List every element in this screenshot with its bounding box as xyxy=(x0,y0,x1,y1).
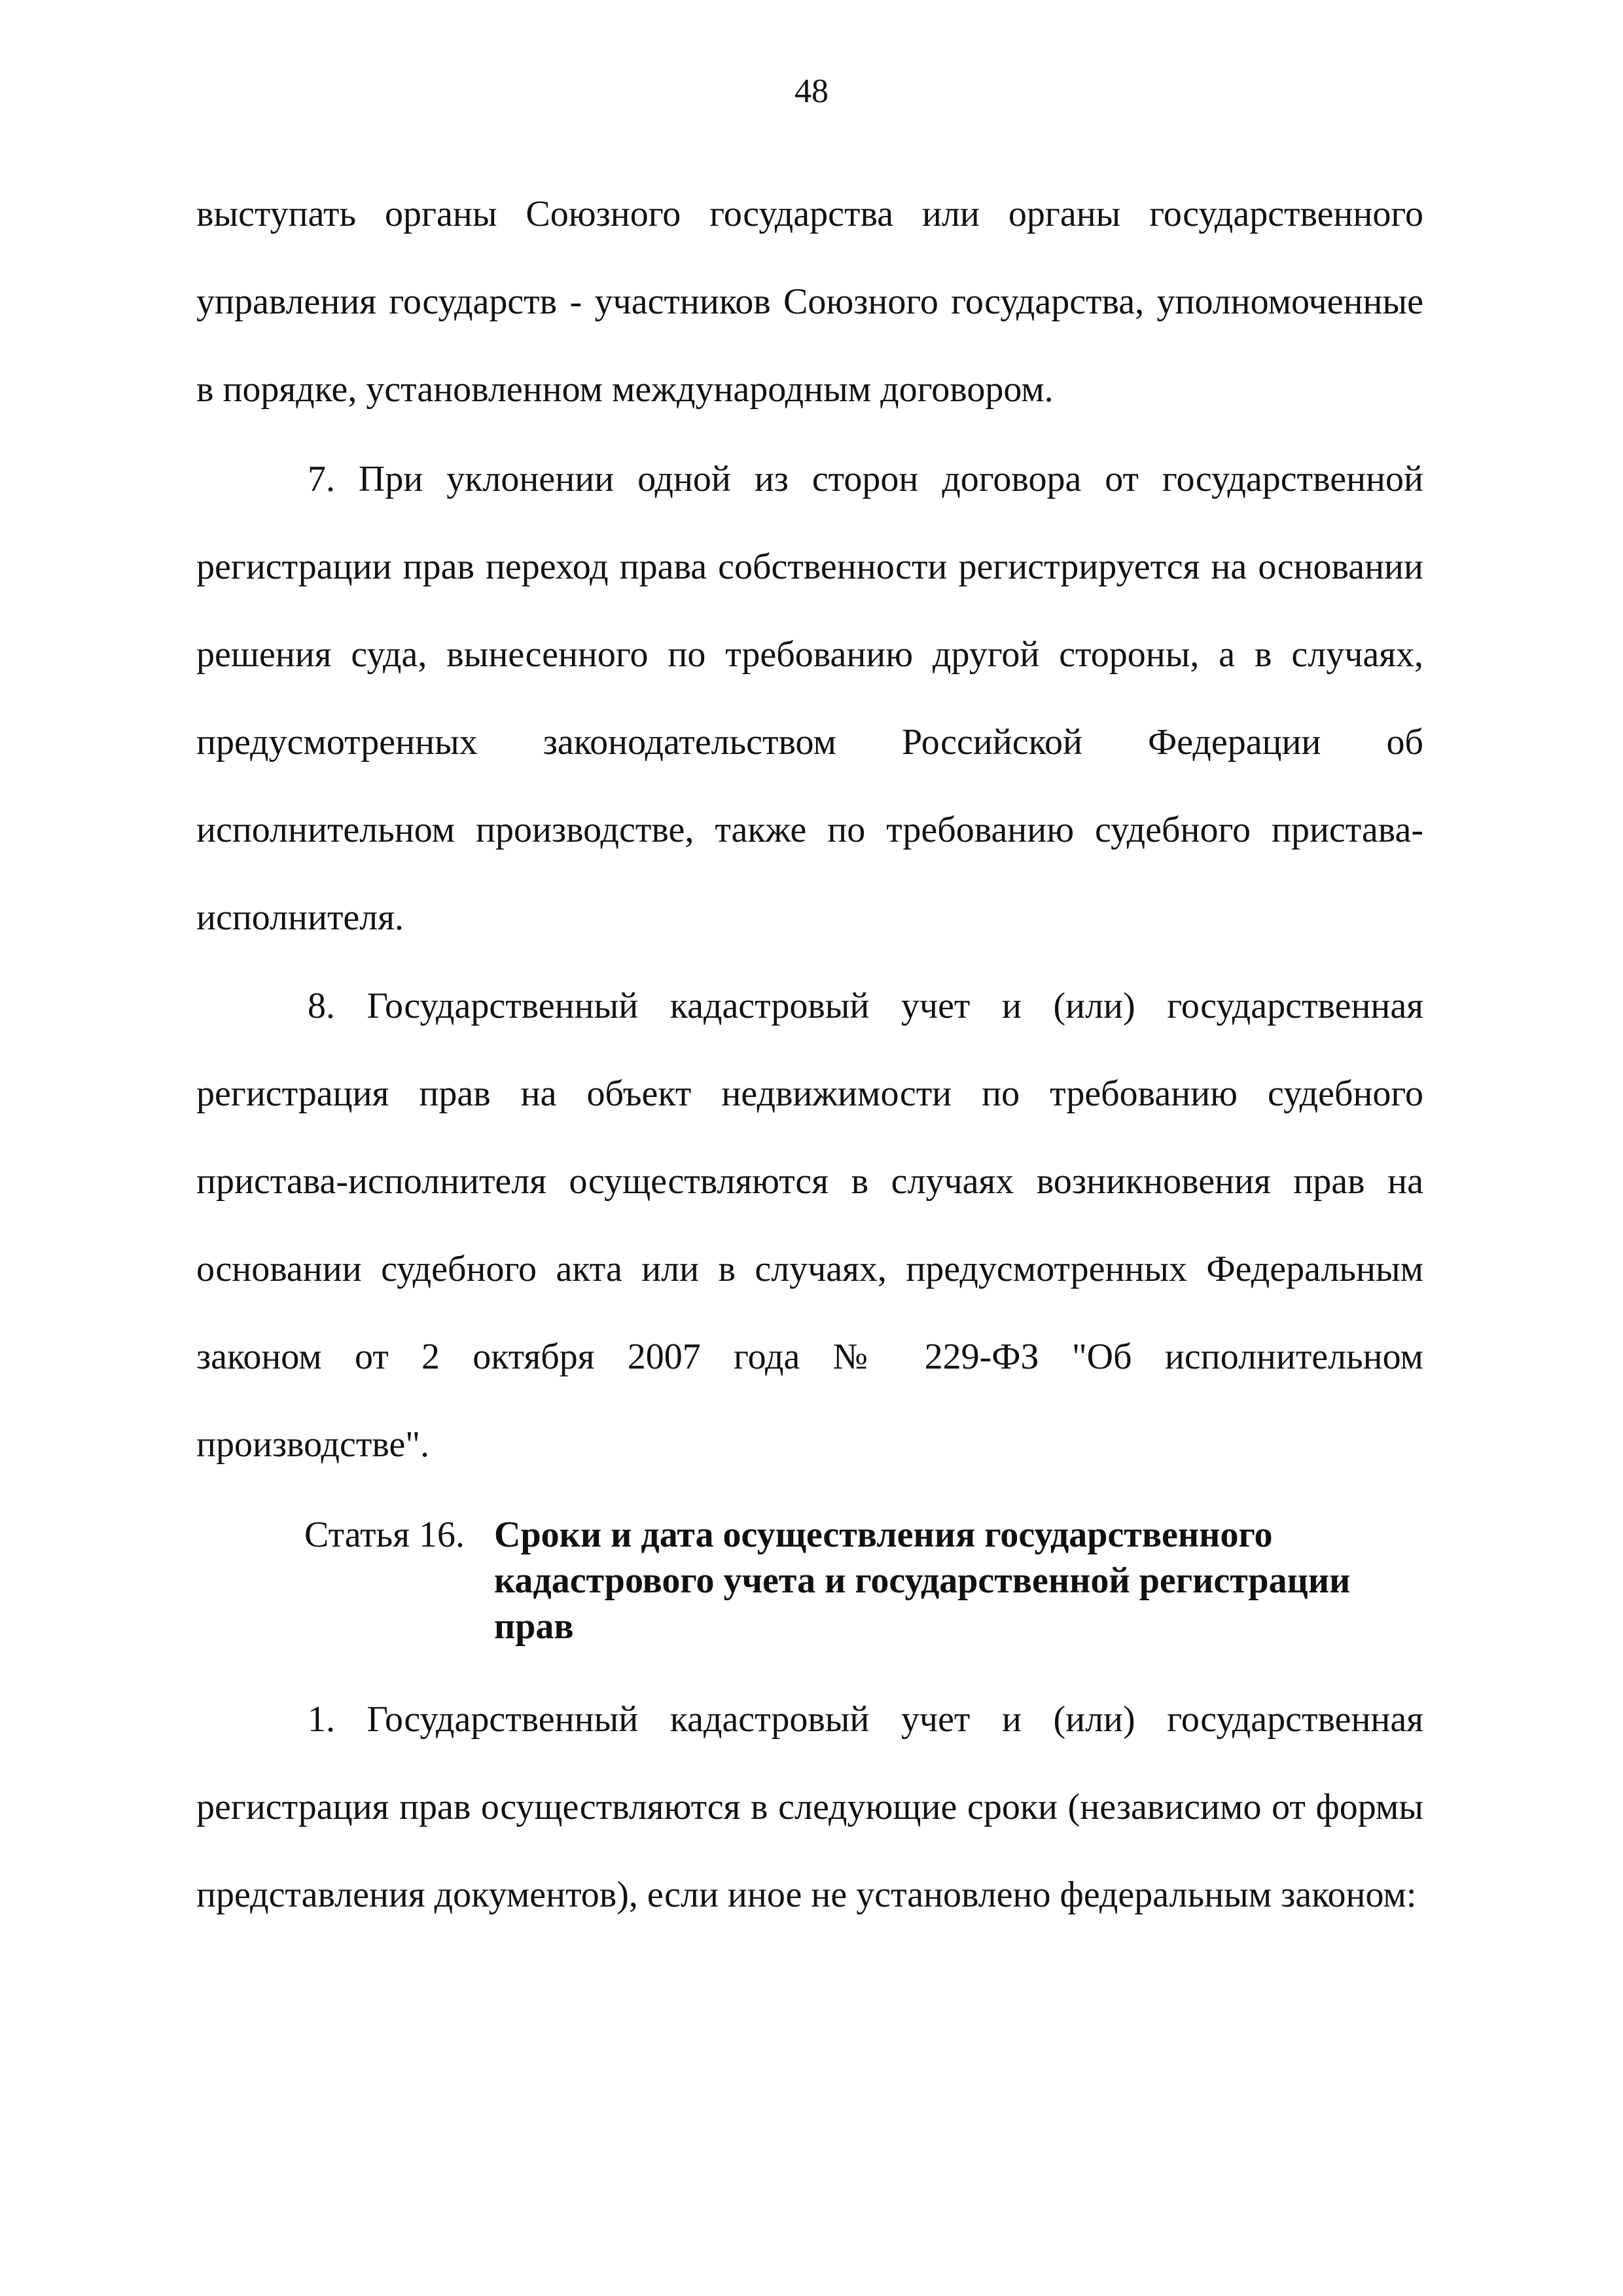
article-label: Статья 16. xyxy=(304,1515,465,1555)
paragraph-item-7: 7. При уклонении одной из сторон договора от государственной регистрации прав переход права собственности регистрируется на основании решения суда, вынесенного по требованию другой стороны, а в случаях, предусмотренных законодательством Российской Федерации об исполнительном производстве, также по требованию судебного пристава-исполнителя. xyxy=(196,459,1423,938)
article-title: Сроки и дата осуществления государственного кадастрового учета и государственной регистрации прав xyxy=(494,1515,1351,1647)
article-heading xyxy=(304,1512,1430,1649)
paragraph-continuation: выступать органы Союзного государства или органы государственного управления государств - участников Союзного государства, уполномоченные в порядке, установленном международным договором. xyxy=(196,194,1423,410)
page-number: 48 xyxy=(794,73,829,110)
paragraph-article-16-item-1: 1. Государственный кадастровый учет и (или) государственная регистрация прав осуществляются в следующие сроки (независимо от формы представления документов), если иное не установлено федеральным законом: xyxy=(196,1699,1423,1915)
paragraph-item-8: 8. Государственный кадастровый учет и (или) государственная регистрация прав на объект недвижимости по требованию судебного пристава-исполнителя осуществляются в случаях возникновения прав на основании судебного акта или в случаях, предусмотренных Федеральным законом от 2 октября 2007 года № 229-ФЗ "Об исполнительном производстве". xyxy=(196,986,1423,1465)
